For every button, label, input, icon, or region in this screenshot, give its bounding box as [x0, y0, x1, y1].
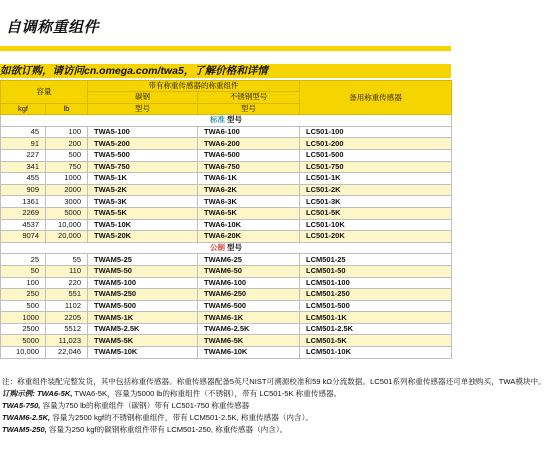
cell-carbon-model: TWA5-3K [88, 196, 198, 208]
table-row [1, 265, 452, 277]
cell-lb: 551 [46, 289, 88, 301]
cell-stainless-model: TWA6-500 [198, 149, 300, 161]
spec-table [0, 80, 452, 359]
order-banner [0, 64, 451, 78]
cell-spare-model: LC501-100 [300, 126, 452, 138]
table-row [1, 289, 452, 301]
cell-spare-model: LCM501-250 [300, 289, 452, 301]
header-capacity: 容量 [1, 81, 88, 104]
table-row [1, 312, 452, 324]
table-row [1, 207, 452, 219]
cell-stainless-model: TWAM6-25 [198, 254, 300, 266]
cell-spare-model: LC501-200 [300, 138, 452, 150]
cell-carbon-model: TWA5-200 [88, 138, 198, 150]
cell-kgf: 341 [1, 161, 46, 173]
cell-kgf: 2269 [1, 207, 46, 219]
cell-spare-model: LC501-2K [300, 184, 452, 196]
cell-stainless-model: TWA6-750 [198, 161, 300, 173]
note-line-5-rest: 容量为250 kgf的碳钢称重组件带有 LCM501-250, 称重传感器（内含）。 [46, 425, 288, 434]
cell-stainless-model: TWA6-100 [198, 126, 300, 138]
cell-kgf: 4537 [1, 219, 46, 231]
section-label-standard [1, 115, 452, 127]
header-group: 带有称重传感器的称重组件 [88, 81, 300, 92]
table-row [1, 219, 452, 231]
cell-carbon-model: TWAM5-5K [88, 335, 198, 347]
cell-spare-model: LCM501-50 [300, 265, 452, 277]
cell-stainless-model: TWA6-200 [198, 138, 300, 150]
cell-carbon-model: TWAM5-500 [88, 300, 198, 312]
cell-stainless-model: TWAM6-100 [198, 277, 300, 289]
cell-spare-model: LCM501-500 [300, 300, 452, 312]
header-lb: lb [46, 103, 88, 115]
note-line-1: 注：称重组件装配完整发货，其中包括称重传感器。称重传感器配备5英尺NIST可溯源校准和59 kΩ分流数据。LC501系列称重传感器还可单独购买，TWA模块中。 [2, 377, 546, 386]
cell-kgf: 2500 [1, 323, 46, 335]
note-line-2 [2, 388, 451, 400]
section-metric-suffix: 型号 [227, 243, 243, 253]
cell-spare-model: LC501-20K [300, 231, 452, 243]
cell-stainless-model: TWAM6-2.5K [198, 323, 300, 335]
cell-kgf: 455 [1, 173, 46, 185]
table-row [1, 196, 452, 208]
cell-lb: 20,000 [46, 231, 88, 243]
cell-kgf: 10,000 [1, 347, 46, 359]
header-model-stainless: 型号 [198, 103, 300, 115]
note-line-3-bold: TWA5-750, [2, 401, 41, 410]
table-row [1, 173, 452, 185]
cell-lb: 5512 [46, 323, 88, 335]
table-row [1, 138, 452, 150]
cell-stainless-model: TWAM6-50 [198, 265, 300, 277]
cell-stainless-model: TWAM6-500 [198, 300, 300, 312]
cell-carbon-model: TWAM5-2.5K [88, 323, 198, 335]
cell-lb: 2000 [46, 184, 88, 196]
cell-spare-model: LC501-5K [300, 207, 452, 219]
cell-kgf: 100 [1, 277, 46, 289]
order-prefix: 如欲订购，请访问 [0, 65, 84, 77]
note-line-5 [2, 424, 451, 436]
cell-carbon-model: TWA5-750 [88, 161, 198, 173]
cell-lb: 10,000 [46, 219, 88, 231]
cell-lb: 1000 [46, 173, 88, 185]
cell-spare-model: LC501-3K [300, 196, 452, 208]
cell-kgf: 5000 [1, 335, 46, 347]
table-row [1, 277, 452, 289]
cell-stainless-model: TWAM6-5K [198, 335, 300, 347]
table-row [1, 231, 452, 243]
cell-kgf: 227 [1, 149, 46, 161]
cell-kgf: 500 [1, 300, 46, 312]
note-line-4 [2, 412, 451, 424]
cell-lb: 1102 [46, 300, 88, 312]
section-row-metric [1, 242, 452, 254]
cell-spare-model: LCM501-25 [300, 254, 452, 266]
header-stainless-steel: 不锈钢型号 [198, 92, 300, 104]
notes-block [2, 376, 546, 436]
table-row [1, 347, 452, 359]
note-line-4-bold: TWAM6-2.5K, [2, 413, 51, 422]
table-row [1, 335, 452, 347]
cell-carbon-model: TWA5-2K [88, 184, 198, 196]
table-row [1, 149, 452, 161]
header-model-carbon: 型号 [88, 103, 198, 115]
note-line-5-bold: TWAM5-250, [2, 425, 47, 434]
cell-spare-model: LCM501-1K [300, 312, 452, 324]
spec-table-body [1, 115, 452, 358]
cell-lb: 5000 [46, 207, 88, 219]
cell-kgf: 909 [1, 184, 46, 196]
cell-stainless-model: TWA6-5K [198, 207, 300, 219]
cell-stainless-model: TWA6-1K [198, 173, 300, 185]
cell-spare-model: LCM501-2.5K [300, 323, 452, 335]
header-kgf: kgf [1, 103, 46, 115]
cell-lb: 220 [46, 277, 88, 289]
cell-kgf: 1361 [1, 196, 46, 208]
section-label-metric [1, 242, 452, 254]
cell-lb: 200 [46, 138, 88, 150]
order-url-link[interactable]: cn.omega.com/twa5 [84, 65, 184, 77]
note-line-4-rest: 容量为2500 kgf的不锈钢称重组件，带有 LCM501-2.5K, 称重传感器（内含）。 [50, 413, 313, 422]
table-row [1, 254, 452, 266]
cell-lb: 3000 [46, 196, 88, 208]
cell-lb: 110 [46, 265, 88, 277]
cell-kgf: 250 [1, 289, 46, 301]
cell-carbon-model: TWA5-1K [88, 173, 198, 185]
cell-kgf: 91 [1, 138, 46, 150]
cell-kgf: 1000 [1, 312, 46, 324]
cell-stainless-model: TWA6-3K [198, 196, 300, 208]
cell-carbon-model: TWAM5-10K [88, 347, 198, 359]
spec-table-wrapper [0, 80, 451, 359]
table-row [1, 161, 452, 173]
table-row [1, 126, 452, 138]
cell-spare-model: LC501-500 [300, 149, 452, 161]
cell-lb: 11,023 [46, 335, 88, 347]
cell-kgf: 45 [1, 126, 46, 138]
cell-carbon-model: TWAM5-50 [88, 265, 198, 277]
cell-spare-model: LCM501-100 [300, 277, 452, 289]
cell-lb: 22,046 [46, 347, 88, 359]
section-metric-label: 公制 [209, 243, 225, 253]
page-title: 自调称重组件 [6, 19, 100, 36]
table-row [1, 184, 452, 196]
cell-carbon-model: TWA5-10K [88, 219, 198, 231]
cell-carbon-model: TWAM5-100 [88, 277, 198, 289]
cell-carbon-model: TWA5-20K [88, 231, 198, 243]
cell-stainless-model: TWA6-20K [198, 231, 300, 243]
note-line-2-bold: 订购示例: TWA6-5K, [2, 389, 73, 398]
note-line-3 [2, 400, 451, 412]
cell-spare-model: LCM501-5K [300, 335, 452, 347]
cell-carbon-model: TWAM5-250 [88, 289, 198, 301]
cell-spare-model: LC501-10K [300, 219, 452, 231]
cell-carbon-model: TWA5-500 [88, 149, 198, 161]
cell-lb: 55 [46, 254, 88, 266]
cell-lb: 750 [46, 161, 88, 173]
cell-stainless-model: TWA6-10K [198, 219, 300, 231]
cell-lb: 500 [46, 149, 88, 161]
table-row [1, 323, 452, 335]
cell-lb: 100 [46, 126, 88, 138]
header-spare: 备用称重传感器 [300, 81, 452, 115]
cell-carbon-model: TWA5-5K [88, 207, 198, 219]
section-row-standard [1, 115, 452, 127]
note-line-2-rest: TWA6-5K，容量为5000 lb的称重组件（不锈钢），带有 LC501-5K 称重传感器。 [72, 389, 342, 398]
cell-stainless-model: TWAM6-10K [198, 347, 300, 359]
cell-spare-model: LCM501-10K [300, 347, 452, 359]
note-line-3-rest: 容量为750 lb的称重组件（碳钢）带有 LC501-750 称重传感器 [40, 401, 250, 410]
section-standard-label: 标准 [209, 115, 225, 125]
title-rule [0, 46, 451, 51]
order-suffix: ，了解价格和详情 [183, 65, 268, 77]
cell-stainless-model: TWAM6-250 [198, 289, 300, 301]
cell-spare-model: LC501-1K [300, 173, 452, 185]
cell-carbon-model: TWAM5-25 [88, 254, 198, 266]
cell-stainless-model: TWA6-2K [198, 184, 300, 196]
cell-lb: 2205 [46, 312, 88, 324]
header-carbon-steel: 碳钢 [88, 92, 198, 104]
cell-spare-model: LC501-750 [300, 161, 452, 173]
section-standard-suffix: 型号 [227, 115, 243, 125]
cell-carbon-model: TWA5-100 [88, 126, 198, 138]
table-row [1, 300, 452, 312]
cell-kgf: 9074 [1, 231, 46, 243]
cell-stainless-model: TWAM6-1K [198, 312, 300, 324]
cell-kgf: 50 [1, 265, 46, 277]
cell-carbon-model: TWAM5-1K [88, 312, 198, 324]
cell-kgf: 25 [1, 254, 46, 266]
